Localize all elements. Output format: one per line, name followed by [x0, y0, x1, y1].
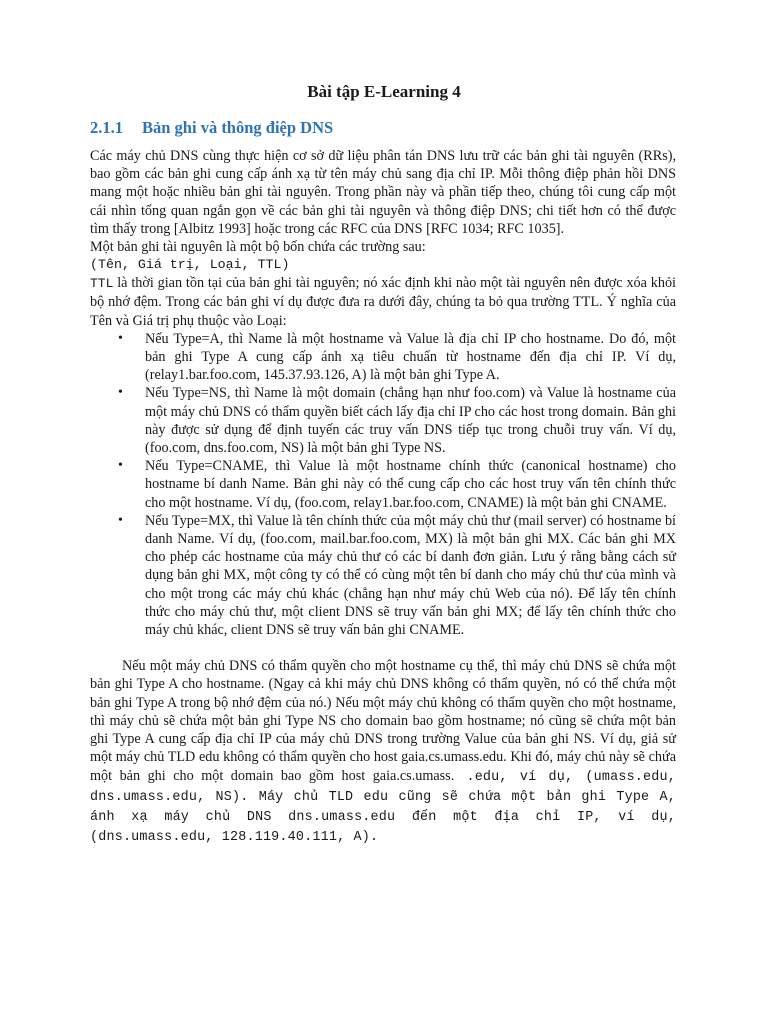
closing-text: Nếu một máy chủ DNS có thẩm quyền cho một hostname cụ thể, thì máy chủ DNS sẽ chứa một bản ghi Type A cho hostname. (Ngay cả khi máy chủ DNS không có thẩm quyền, nó có thể chứa một bản ghi Type A trong bộ nhớ đệm của nó.) Nếu một máy chủ không có thẩm quyền cho một hostname, thì máy chủ sẽ chứa một bản ghi Type NS cho domain bao gồm hostname; nó cũng sẽ chứa một bản ghi Type A cung cấp địa chỉ IP của máy chủ DNS trong trường Value của bản ghi NS. Ví dụ, giả sử một máy chủ TLD edu không có thẩm quyền cho host gaia.cs.umass.edu. Khi đó, máy chủ này sẽ chứa một bản ghi cho một domain bao gồm host gaia.cs.umass. [90, 658, 676, 784]
document-title: Bài tập E-Learning 4 [307, 82, 461, 101]
closing-paragraph [90, 657, 676, 847]
closing-mono-text: .edu, ví dụ, (umass.edu, dns.umass.edu, NS). Máy chủ TLD edu cũng sẽ chứa một bản ghi Type A, ánh xạ máy chủ DNS dns.umass.edu đến một địa chỉ IP, ví dụ, (dns.umass.edu, 128.119.40.111, A). [90, 769, 676, 846]
bullet-icon: • [118, 512, 123, 528]
ttl-term: TTL [90, 276, 114, 292]
ttl-paragraph [90, 274, 676, 330]
list-item-text: Nếu Type=A, thì Name là một hostname và Value là địa chỉ IP cho hostname. Do đó, một bản ghi Type A cung cấp ánh xạ tiêu chuẩn từ hostname đến địa chỉ IP. Ví dụ, (relay1.bar.foo.com, 145.37.93.126, A) là một bản ghi Type A. [145, 330, 676, 384]
paragraph-spacer [90, 639, 676, 657]
list-item [118, 384, 676, 457]
bullet-icon: • [118, 385, 123, 401]
list-item [118, 457, 676, 512]
record-type-list [90, 330, 676, 639]
record-intro: Một bản ghi tài nguyên là một bộ bốn chứa các trường sau: [90, 239, 426, 256]
section-title: Bản ghi và thông điệp DNS [142, 118, 334, 137]
list-item [118, 512, 676, 639]
list-item-text: Nếu Type=CNAME, thì Value là một hostname chính thức (canonical hostname) cho hostname bí danh Name. Bản ghi này có thể cung cấp cho các host truy vấn tên chính thức cho một hostname. Ví dụ, (foo.com, relay1.bar.foo.com, CNAME) là một bản ghi CNAME. [145, 458, 676, 511]
list-item-text: Nếu Type=NS, thì Name là một domain (chẳng hạn như foo.com) và Value là hostname của một máy chủ DNS có thẩm quyền biết cách lấy địa chỉ IP cho các host trong domain. Bản ghi này được sử dụng để định tuyến các truy vấn DNS tiếp tục trong chuỗi truy vấn. Ví dụ, (foo.com, dns.foo.com, NS) là một bản ghi Type NS. [145, 385, 676, 457]
record-format: (Tên, Giá trị, Loại, TTL) [90, 257, 290, 273]
section-heading [90, 118, 333, 138]
section-number: 2.1.1 [90, 118, 123, 137]
list-item [118, 330, 676, 385]
bullet-icon: • [118, 330, 123, 346]
document-body [90, 147, 676, 847]
bullet-icon: • [118, 458, 123, 474]
list-item-text: Nếu Type=MX, thì Value là tên chính thức của một máy chủ thư (mail server) có hostname bí danh Name. Ví dụ, (foo.com, mail.bar.foo.com, MX) là một bản ghi MX. Các bản ghi MX cho phép các hostname của máy chủ thư có các bí danh đơn giản. Lưu ý rằng bằng cách sử dụng bản ghi MX, một công ty có thể có cùng một tên bí danh cho máy chủ thư của mình và cho một trong các máy chủ khác (chẳng hạn như máy chủ Web của nó). Để lấy tên chính thức cho máy chủ thư, một client DNS sẽ truy vấn bản ghi MX; để lấy tên chính thức cho máy chủ khác, client DNS sẽ truy vấn bản ghi CNAME. [145, 512, 676, 639]
intro-paragraph: Các máy chủ DNS cùng thực hiện cơ sở dữ liệu phân tán DNS lưu trữ các bản ghi tài nguyên (RRs), bao gồm các bản ghi cung cấp ánh xạ từ tên máy chủ sang địa chỉ IP. Mỗi thông điệp phản hồi DNS mang một hoặc nhiều bản ghi tài nguyên. Trong phần này và phần tiếp theo, chúng tôi cung cấp một cái nhìn tổng quan ngắn gọn về các bản ghi tài nguyên và thông điệp DNS; chi tiết hơn có thể được tìm thấy trong [Albitz 1993] hoặc trong các RFC của DNS [RFC 1034; RFC 1035]. [90, 148, 676, 237]
ttl-description: là thời gian tồn tại của bản ghi tài nguyên; nó xác định khi nào một tài nguyên nên được xóa khỏi bộ nhớ đệm. Trong các bản ghi ví dụ được đưa ra dưới đây, chúng ta bỏ qua trường TTL. Ý nghĩa của Tên và Giá trị phụ thuộc vào Loại: [90, 275, 676, 329]
